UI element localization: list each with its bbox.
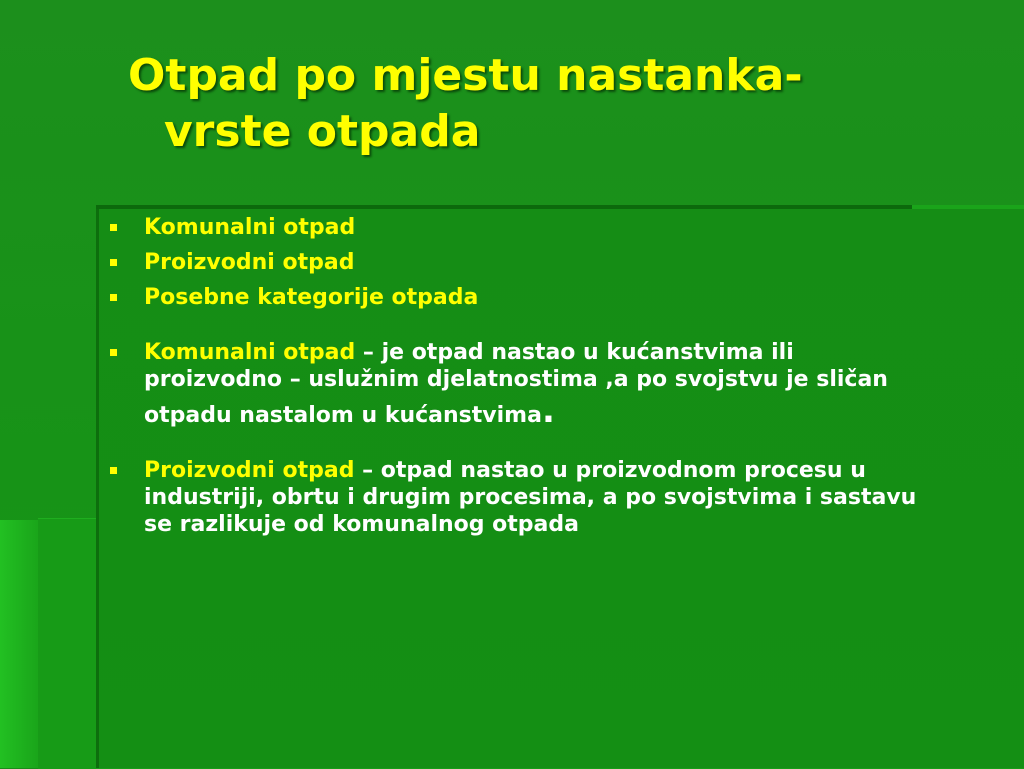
content-panel-divider-end bbox=[912, 205, 1024, 209]
square-bullet-icon bbox=[110, 467, 117, 474]
square-bullet-icon bbox=[110, 259, 117, 266]
list-item bbox=[108, 214, 988, 241]
definition-text-line2: industriji, obrtu i drugim procesima, a po svojstvima i sastavu bbox=[144, 485, 917, 510]
definition-end-mark: . bbox=[541, 391, 555, 431]
definition-term: Proizvodni otpad bbox=[144, 458, 355, 483]
definition-item-proizvodni bbox=[108, 457, 988, 538]
slide-title bbox=[128, 48, 1008, 160]
slide-body bbox=[108, 214, 988, 538]
slide-title-line1: Otpad po mjestu nastanka- bbox=[128, 50, 803, 101]
definition-text-line1: – otpad nastao u proizvodnom procesu u bbox=[354, 458, 866, 483]
slide-title-line2: vrste otpada bbox=[164, 106, 481, 157]
definition-text-line1: – je otpad nastao u kućanstvima ili bbox=[355, 340, 794, 365]
bullet-text: Posebne kategorije otpada bbox=[144, 285, 479, 310]
square-bullet-icon bbox=[110, 294, 117, 301]
definition-text-line3: otpadu nastalom u kućanstvima bbox=[144, 403, 542, 428]
list-item bbox=[108, 249, 988, 276]
square-bullet-icon bbox=[110, 349, 117, 356]
bullet-text: Proizvodni otpad bbox=[144, 250, 355, 275]
square-bullet-icon bbox=[110, 224, 117, 231]
background-accent-strip bbox=[0, 520, 38, 768]
content-panel-divider bbox=[96, 205, 912, 209]
definition-item-komunalni bbox=[108, 339, 988, 429]
definition-text-line2: proizvodno – uslužnim djelatnostima ,a po svojstvu je sličan bbox=[144, 367, 888, 392]
bullet-text: Komunalni otpad bbox=[144, 215, 356, 240]
definition-term: Komunalni otpad bbox=[144, 340, 356, 365]
definition-text-line3: se razlikuje od komunalnog otpada bbox=[144, 512, 579, 537]
list-item bbox=[108, 284, 988, 311]
